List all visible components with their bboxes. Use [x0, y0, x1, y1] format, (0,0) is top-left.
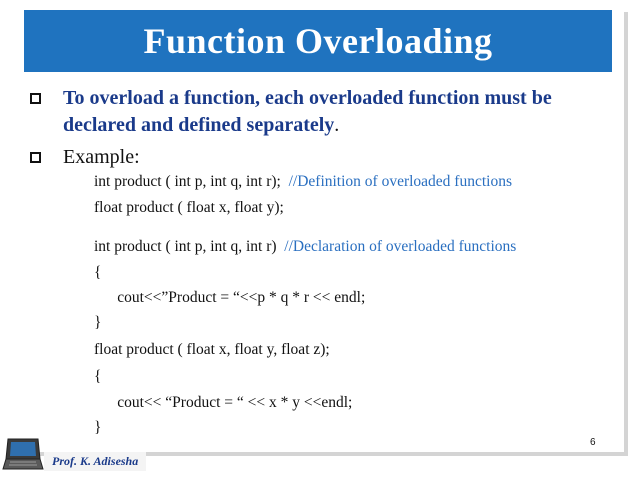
code-line: float product ( float x, float y, float z);: [94, 341, 330, 358]
code-line: {: [94, 264, 102, 281]
square-bullet-icon: [30, 152, 41, 163]
code-line: int product ( int p, int q, int r); //Definition of overloaded functions: [94, 173, 512, 190]
bullet-1-end: .: [334, 114, 340, 136]
bullet-1-text: To overload a function, each overloaded function must be declared and defined separately: [63, 87, 552, 136]
author-label: Prof. K. Adisesha: [44, 452, 146, 471]
bullet-point-1: [30, 85, 590, 139]
code-line: }: [94, 419, 102, 436]
code-line: {: [94, 368, 102, 385]
bullet-point-2: [30, 144, 590, 170]
slide: [20, 8, 624, 452]
laptop-icon: [2, 437, 44, 475]
code-line: cout<<”Product = “<<p * q * r << endl;: [94, 289, 366, 306]
square-bullet-icon: [30, 93, 41, 104]
title-bar: [24, 10, 612, 72]
code-line: cout<< “Product = “ << x * y <<endl;: [94, 394, 353, 411]
code-line: int product ( int p, int q, int r) //Declaration of overloaded functions: [94, 238, 517, 255]
slide-title: Function Overloading: [143, 21, 493, 61]
code-comment: //Definition of overloaded functions: [288, 173, 512, 190]
slide-number: 6: [590, 437, 596, 448]
code-line: }: [94, 314, 102, 331]
bullet-2-text: Example:: [63, 146, 140, 168]
code-comment: //Declaration of overloaded functions: [284, 238, 517, 255]
code-line: float product ( float x, float y);: [94, 199, 284, 216]
